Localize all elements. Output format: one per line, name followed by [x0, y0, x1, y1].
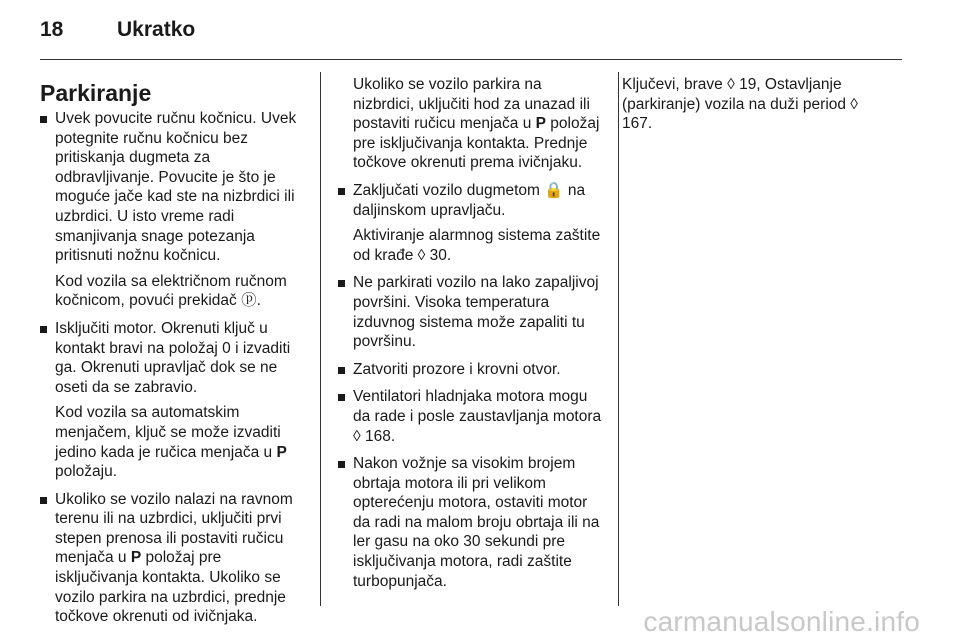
- list-item: [40, 319, 308, 397]
- gear-p-label: P: [276, 443, 287, 461]
- bullet-icon: [40, 116, 47, 123]
- gear-p-label: P: [130, 549, 142, 567]
- column-divider-2: [618, 72, 619, 606]
- list-item-text: Nakon vožnje sa visokim brojem obrtaja motora ili pri velikom opterećenju motora, ostaviti motor da radi na malom broju obrtaja ili na ler gasu na oko 30 sekundi pre isključivanja motora, radi zaštite turbopunjača.: [353, 455, 600, 590]
- list-item: [338, 273, 606, 351]
- column-1: [40, 81, 308, 635]
- list-item: [338, 181, 606, 220]
- bullet-icon: [338, 367, 345, 374]
- bullet-icon: [40, 497, 47, 504]
- list-item-note: [40, 403, 308, 481]
- paragraph-text: položaj pre isključivanja kontakta. Prednje točkove okrenuti prema ivičnjaku.: [353, 115, 600, 172]
- list-item-text: Zatvoriti prozore i krovni otvor.: [353, 360, 561, 378]
- bullet-icon: [338, 280, 345, 287]
- paragraph-text: Ukoliko se vozilo parkira na nizbrdici, uključiti hod za unazad ili postaviti ručicu menjača u: [353, 76, 590, 133]
- bullet-icon: [338, 394, 345, 401]
- section-title: Parkiranje: [40, 80, 152, 106]
- bullet-icon: [40, 326, 47, 333]
- list-item-text: Ventilatori hladnjaka motora mogu da rade i posle zaustavljanja motora ◊ 168.: [353, 388, 602, 445]
- watermark: carmanualsonline.info: [643, 606, 920, 637]
- bullet-icon: [338, 188, 345, 195]
- list-item: [40, 109, 308, 266]
- list-item-text: položaj pre isključivanja kontakta. Ukoliko se vozilo parkira na uzbrdici, prednje točkove okrenuti od ivičnjaka.: [55, 549, 286, 626]
- list-item-text: Zaključati vozilo dugmetom 🔒 na daljinskom upravljaču.: [353, 181, 586, 219]
- column-divider-1: [320, 72, 321, 606]
- header-rule: [40, 59, 902, 60]
- list-item-text: Uvek povucite ručnu kočnicu. Uvek potegnite ručnu kočnicu bez pritiskanja dugmeta za odbravljivanje. Povucite je što je moguće jače kad ste na nizbrdici ili uzbrdici. U isto vreme radi smanjivanja snage potezanja pritisnuti nožnu kočnicu.: [55, 110, 297, 265]
- list-item: [338, 454, 606, 591]
- page-number: 18: [40, 18, 64, 41]
- list-item-note: Aktiviranje alarmnog sistema zaštite od krađe ◊ 30.: [353, 227, 601, 264]
- list-item: [338, 387, 606, 446]
- page-title: Ukratko: [117, 18, 196, 41]
- paragraph: [338, 75, 606, 173]
- bullet-icon: [338, 461, 345, 468]
- column-3: [622, 75, 882, 134]
- list-item-note: Kod vozila sa električnom ručnom kočnicom, povući prekidač ⓟ.: [55, 272, 287, 310]
- cross-reference: Ključevi, brave ◊ 19, Ostavljanje (parkiranje) vozila na duži period ◊ 167.: [622, 76, 858, 133]
- list-item: [40, 490, 308, 627]
- column-2: [338, 75, 606, 599]
- gear-p-label: P: [535, 115, 546, 133]
- list-item-text: Ukoliko se vozilo nalazi na ravnom terenu ili na uzbrdici, uključiti prvi stepen prenosa ili postaviti ručicu menjača u: [55, 490, 293, 567]
- list-item: [338, 360, 606, 380]
- list-item-text: Ne parkirati vozilo na lako zapaljivoj površini. Visoka temperatura izduvnog sistema može zapaliti tu površinu.: [353, 274, 599, 351]
- note-text: Kod vozila sa automatskim menjačem, ključ se može izvaditi jedino kada je ručica menjača u: [55, 404, 281, 461]
- note-text: položaju.: [55, 463, 118, 481]
- list-item-text: Isključiti motor. Okrenuti ključ u kontakt bravi na položaj 0 i izvaditi ga. Okrenuti upravljač dok se ne oseti da se zabravio.: [55, 319, 291, 396]
